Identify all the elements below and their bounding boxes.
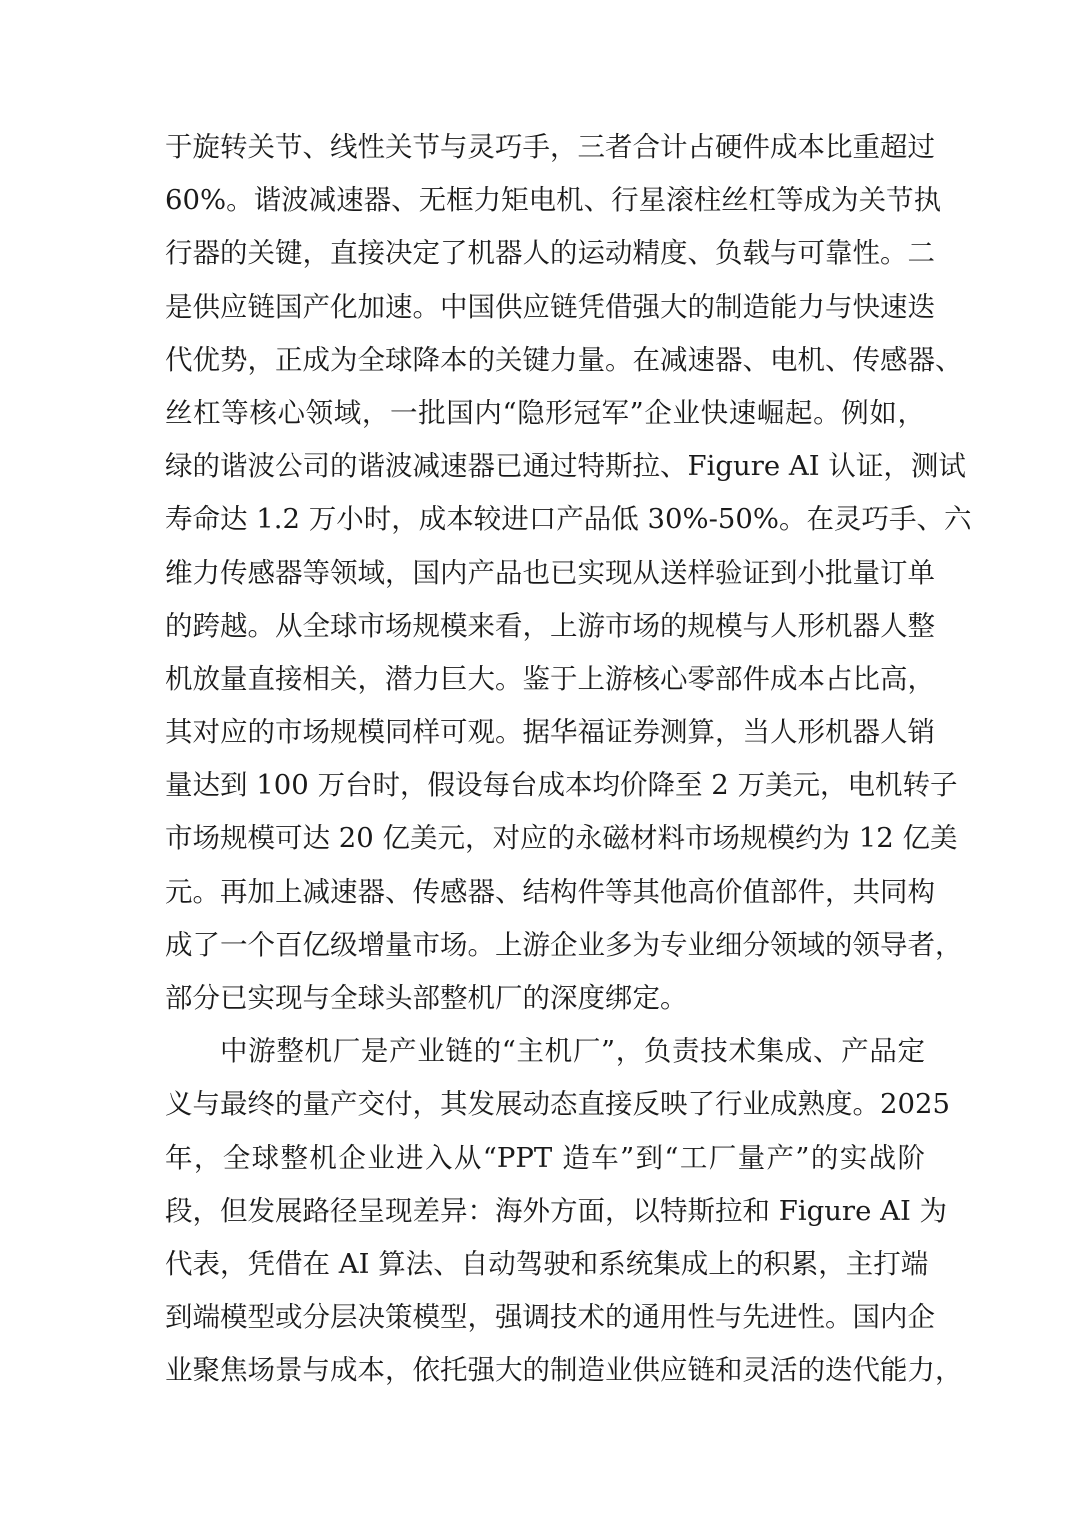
text-line: 60%。谐波减速器、无框力矩电机、行星滚柱丝杠等成为关节执 bbox=[165, 184, 942, 217]
text-line: 元。再加上减速器、传感器、结构件等其他高价值部件，共同构 bbox=[165, 875, 935, 908]
paragraph-start-line: 中游整机厂是产业链的“主机厂”，负责技术集成、产品定 bbox=[220, 1035, 925, 1068]
text-line: 代表，凭借在 AI 算法、自动驾驶和系统集成上的积累，主打端 bbox=[165, 1247, 929, 1280]
text-line: 市场规模可达 20 亿美元，对应的永磁材料市场规模约为 12 亿美 bbox=[165, 822, 958, 855]
text-line: 寿命达 1.2 万小时，成本较进口产品低 30%-50%。在灵巧手、六 bbox=[165, 503, 972, 536]
text-line: 行器的关键，直接决定了机器人的运动精度、负载与可靠性。二 bbox=[165, 237, 935, 270]
text-line: 维力传感器等领域，国内产品也已实现从送样验证到小批量订单 bbox=[165, 556, 935, 589]
text-line: 义与最终的量产交付，其发展动态直接反映了行业成熟度。2025 bbox=[165, 1088, 950, 1121]
text-line: 业聚焦场景与成本，依托强大的制造业供应链和灵活的迭代能力， bbox=[165, 1354, 963, 1387]
text-line: 丝杠等核心领域，一批国内“隐形冠军”企业快速崛起。例如， bbox=[165, 396, 925, 429]
text-line: 量达到 100 万台时，假设每台成本均价降至 2 万美元，电机转子 bbox=[165, 769, 958, 802]
text-line: 到端模型或分层决策模型，强调技术的通用性与先进性。国内企 bbox=[165, 1301, 935, 1334]
paragraph-end-line: 部分已实现与全球头部整机厂的深度绑定。 bbox=[165, 982, 688, 1014]
text-line: 年，全球整机企业进入从“PPT 造车”到“工厂量产”的实战阶 bbox=[165, 1141, 925, 1174]
text-line: 于旋转关节、线性关节与灵巧手，三者合计占硬件成本比重超过 bbox=[165, 131, 935, 163]
text-line: 机放量直接相关，潜力巨大。鉴于上游核心零部件成本占比高， bbox=[165, 662, 935, 695]
text-line: 段，但发展路径呈现差异：海外方面，以特斯拉和 Figure AI 为 bbox=[165, 1194, 948, 1227]
text-line: 是供应链国产化加速。中国供应链凭借强大的制造能力与快速迭 bbox=[165, 290, 935, 323]
body-text bbox=[165, 121, 972, 1398]
text-line: 绿的谐波公司的谐波减速器已通过特斯拉、Figure AI 认证，测试 bbox=[165, 450, 966, 483]
text-line: 的跨越。从全球市场规模来看，上游市场的规模与人形机器人整 bbox=[165, 609, 935, 642]
text-line: 成了一个百亿级增量市场。上游企业多为专业细分领域的领导者， bbox=[165, 928, 963, 961]
text-line: 其对应的市场规模同样可观。据华福证券测算，当人形机器人销 bbox=[165, 716, 935, 749]
text-line: 代优势，正成为全球降本的关键力量。在减速器、电机、传感器、 bbox=[165, 343, 963, 376]
